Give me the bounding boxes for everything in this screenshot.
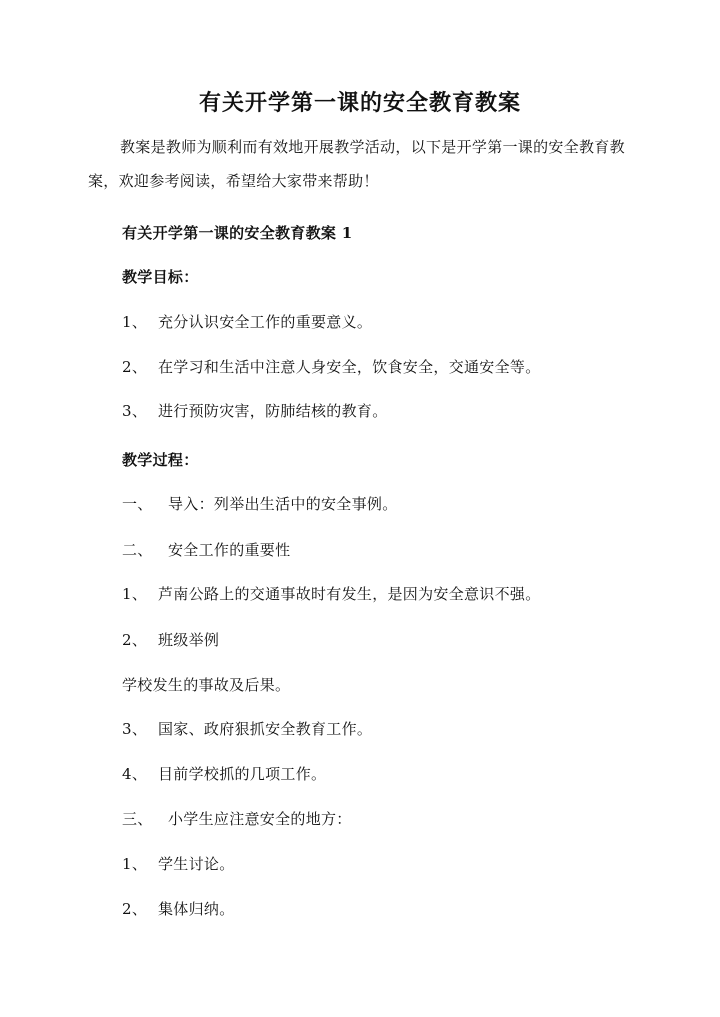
goal-text: 进行预防灾害，防肺结核的教育。	[158, 402, 388, 420]
goal-item	[122, 311, 372, 332]
list-item	[122, 629, 219, 650]
process-step	[122, 493, 398, 514]
step-text: 导入：列举出生活中的安全事例。	[168, 495, 398, 513]
list-item	[122, 583, 541, 604]
intro-paragraph: 教案是教师为顺利而有效地开展教学活动，以下是开学第一课的安全教育教案，欢迎参考阅读，希望给大家带来帮助！	[88, 138, 625, 190]
list-item	[122, 718, 372, 739]
process-step	[122, 539, 290, 560]
step-text: 小学生应注意安全的地方：	[168, 810, 352, 828]
process-heading: 教学过程：	[122, 451, 199, 469]
item-text: 学生讨论。	[158, 855, 235, 873]
goal-text: 在学习和生活中注意人身安全，饮食安全，交通安全等。	[158, 358, 541, 376]
step-number: 三、	[122, 810, 153, 828]
goal-item	[122, 356, 541, 377]
list-item	[122, 898, 235, 919]
goal-number: 2、	[122, 358, 148, 376]
step-number: 二、	[122, 541, 153, 559]
goal-item	[122, 400, 388, 421]
step-text: 安全工作的重要性	[168, 541, 291, 559]
list-item	[122, 763, 326, 784]
document-title: 有关开学第一课的安全教育教案	[198, 90, 521, 116]
step-number: 一、	[122, 495, 153, 513]
list-item	[122, 853, 235, 874]
item-number: 2、	[122, 631, 148, 649]
item-text: 国家、政府狠抓安全教育工作。	[158, 720, 373, 738]
item-text: 目前学校抓的几项工作。	[158, 765, 327, 783]
goal-number: 3、	[122, 402, 148, 420]
item-text: 芦南公路上的交通事故时有发生，是因为安全意识不强。	[158, 585, 541, 603]
goal-number: 1、	[122, 313, 148, 331]
item-text: 集体归纳。	[158, 900, 235, 918]
item-text: 班级举例	[158, 631, 220, 649]
note-line: 学校发生的事故及后果。	[122, 676, 291, 694]
item-number: 4、	[122, 765, 148, 783]
process-step	[122, 808, 352, 829]
goal-text: 充分认识安全工作的重要意义。	[158, 313, 373, 331]
section-heading: 有关开学第一课的安全教育教案 1	[122, 224, 353, 242]
goals-heading: 教学目标：	[122, 268, 199, 286]
item-number: 1、	[122, 585, 148, 603]
item-number: 2、	[122, 900, 148, 918]
item-number: 3、	[122, 720, 148, 738]
item-number: 1、	[122, 855, 148, 873]
